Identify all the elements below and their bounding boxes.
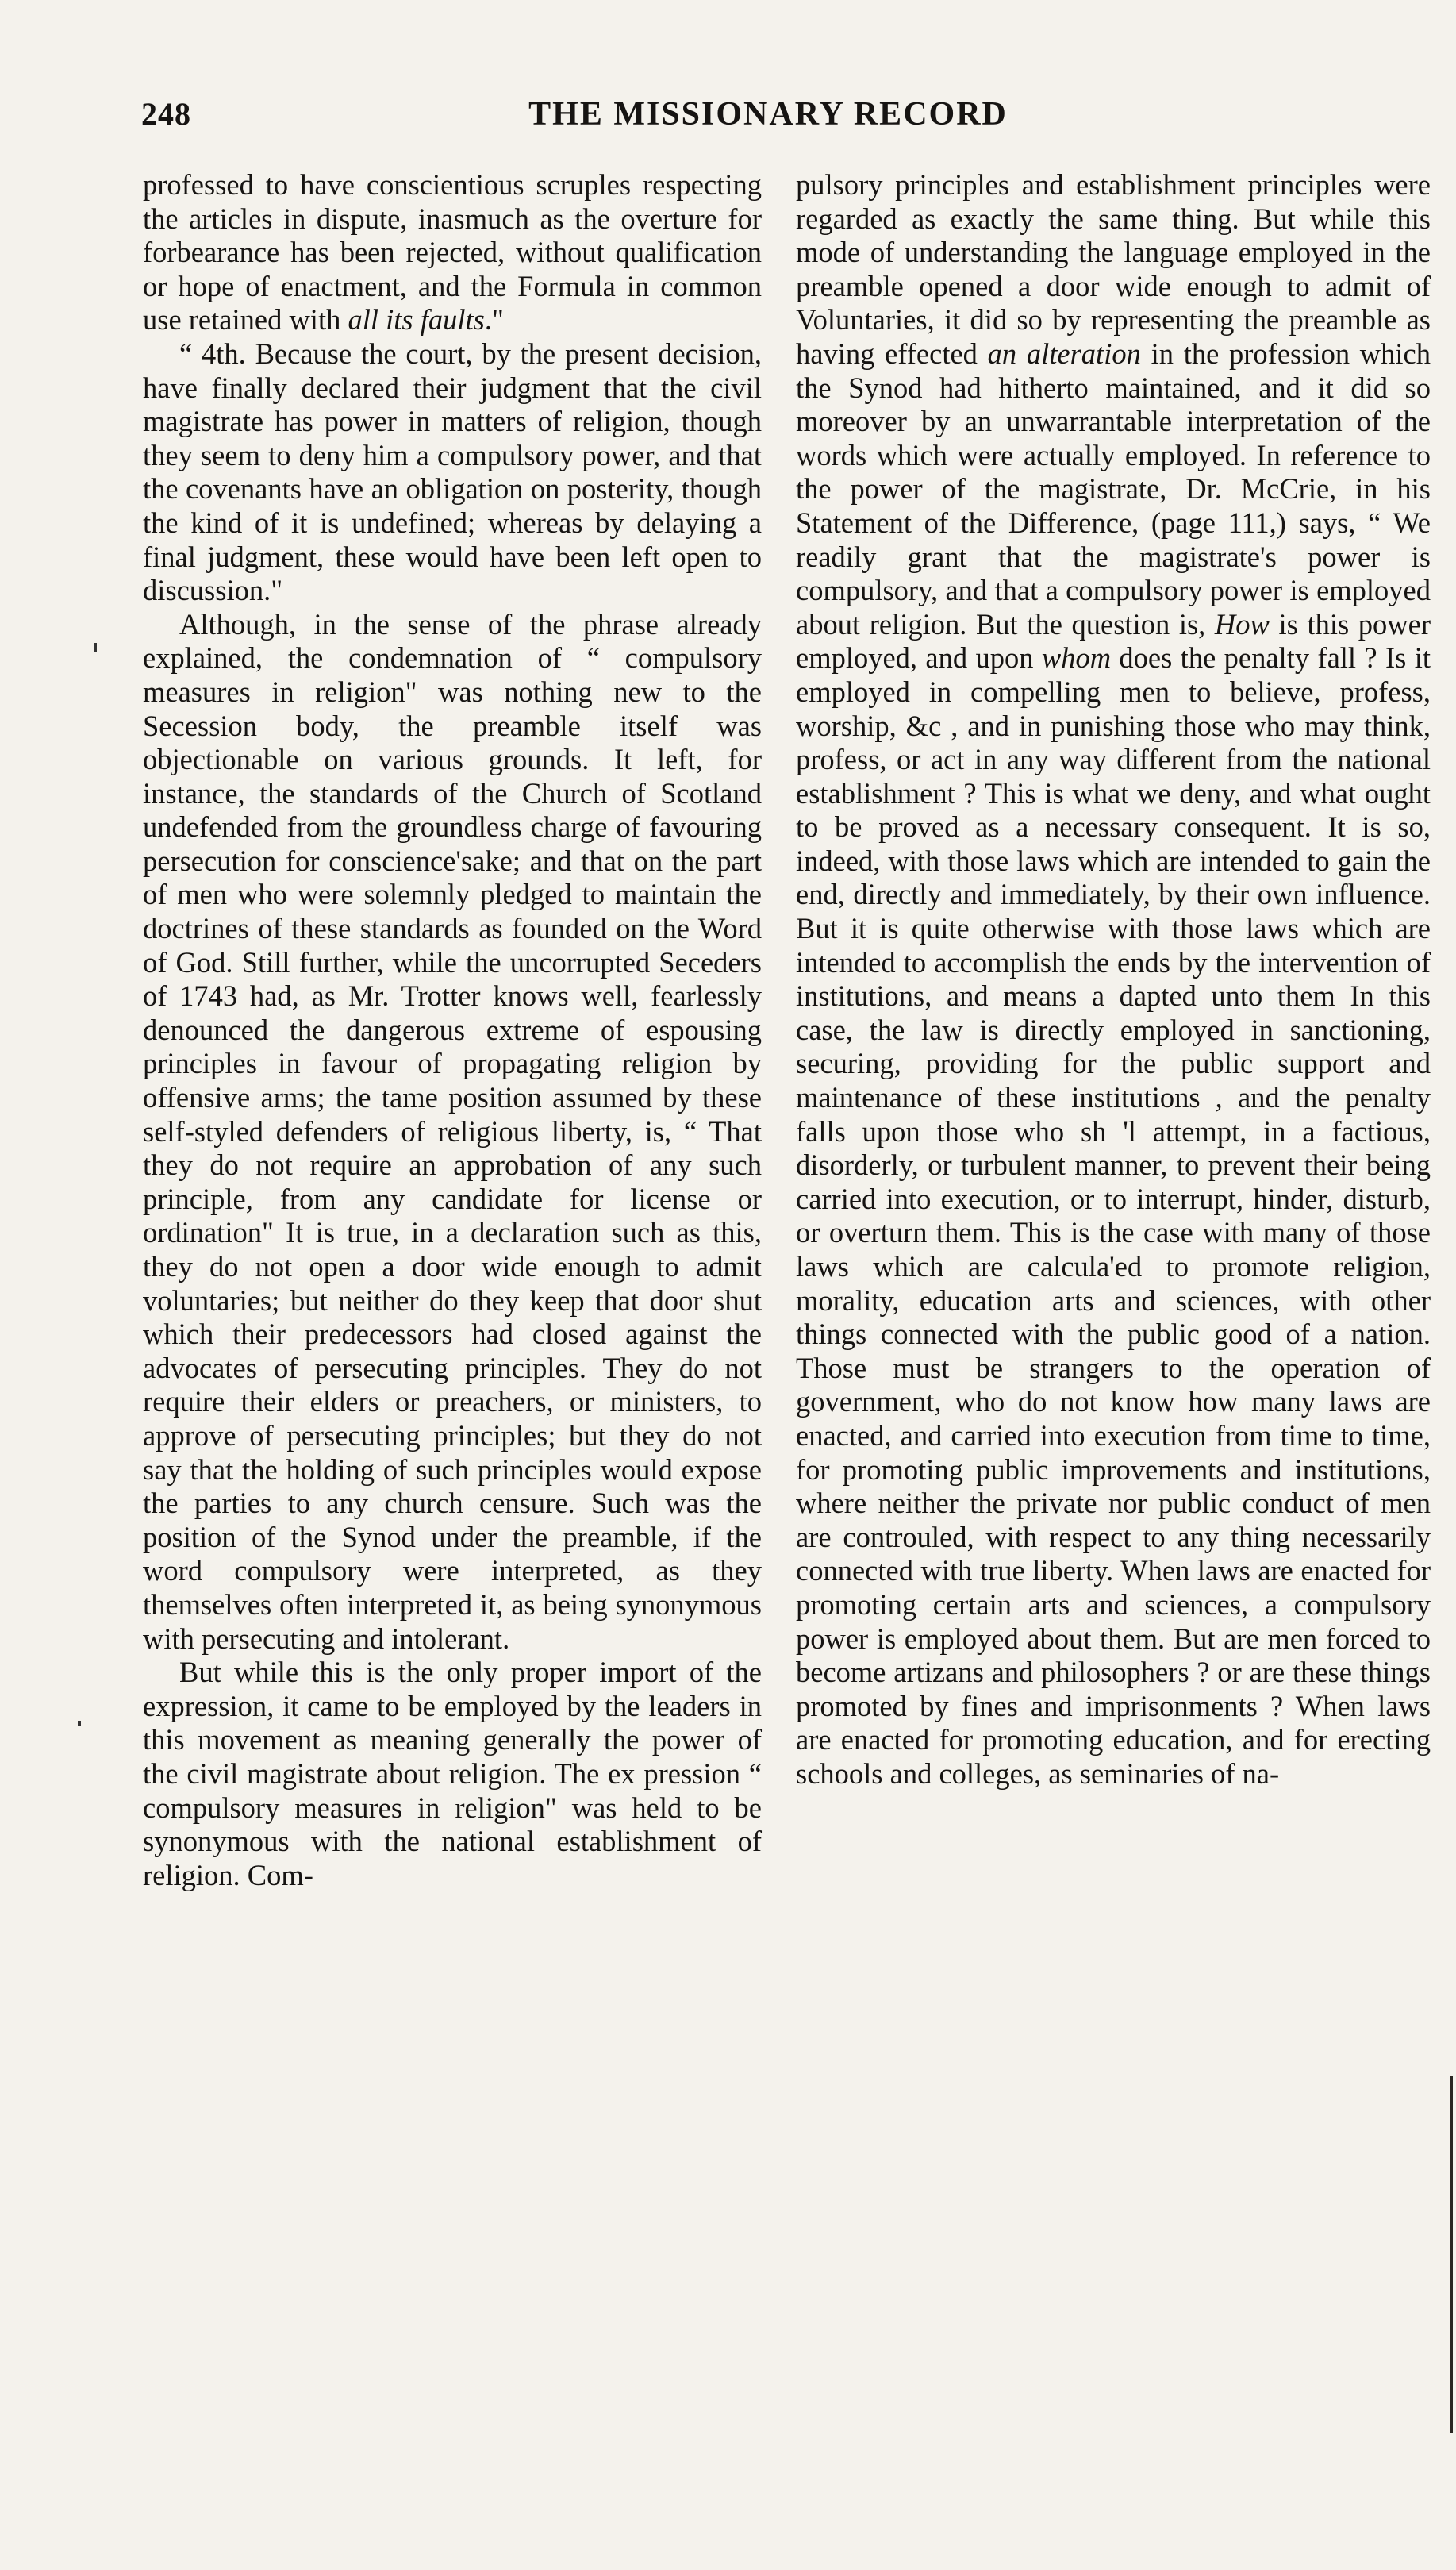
- running-title: THE MISSIONARY RECORD: [528, 96, 1008, 133]
- paragraph: [143, 337, 762, 608]
- text-run: professed to have conscientious scruples respecting the articles in dispute, inasmuch as the overture for forbearance has been rejected, without qualification or hope of enactment, and the Formula in common use retained with: [143, 168, 762, 337]
- margin-rule-mark: [1450, 2076, 1453, 2433]
- italic-text-run: whom: [1041, 641, 1112, 675]
- paragraph: [143, 1656, 762, 1892]
- left-text-column: [143, 168, 762, 1892]
- text-run: in the profession which the Synod had hitherto maintained, and it did so moreover by an unwarrantable interpretation of the words which were actually employed. In reference to the power of the magistrate, Dr. McCrie, in his Statement of the Difference, (page 111,) says, “ We readily grant that the magistrate's power is compulsory, and that a compulsory power is employed about religion. But the question is,: [796, 337, 1431, 641]
- text-run: But while this is the only proper import of the expression, it came to be employed by the leaders in this movement as meaning generally the power of the civil magistrate about religion. The ex pression “ compulsory measures in religion" was held to be synonymous with the national establishment of religion. Com-: [143, 1656, 762, 1891]
- text-run: pulsory principles and establishment principles were regarded as exactly the same thing. But while this mode of understanding the language employed in the preamble opened a door wide enough to admit of Voluntaries, it did so by representing the preamble as having effected: [796, 168, 1431, 370]
- text-run: does the penalty fall ? Is it employed in compelling men to believe, profess, worship, &c , and in punishing those who may think, profess, or act in any way different from the national establishment ? This is what we deny, and what ought to be proved as a necessary consequent. It is so, indeed, with those laws which are intended to gain the end, directly and immediately, by their own influence. But it is quite otherwise with those laws which are intended to accomplish the ends by the intervention of institutions, and means a dapted unto them In this case, the law is directly employed in sanctioning, securing, providing for the public support and maintenance of these institutions , and the penalty falls upon those who sh 'l attempt, in a factious, disorderly, or turbulent manner, to prevent their being carried into execution, or to interrupt, hinder, disturb, or overturn them. This is the case with many of those laws which are calcula'ed to promote religion, morality, education arts and sciences, with other things connected with the public good of a nation. Those must be strangers to the operation of government, who do not know how many laws are enacted, and carried into execution from time to time, for promoting public improvements and institutions, where neither the private nor public conduct of men are controuled, with respect to any thing necessarily connected with true liberty. When laws are enacted for promoting certain arts and sciences, a compulsory power is employed about them. But are men forced to become artizans and philosophers ? or are these things promoted by fines and imprisonments ? When laws are enacted for promoting education, and for erecting schools and colleges, as seminaries of na-: [796, 641, 1431, 1790]
- italic-text-run: an alteration: [987, 337, 1141, 370]
- italic-text-run: all its faults: [348, 303, 485, 337]
- paragraph: [143, 168, 762, 337]
- margin-ink-speck: [94, 643, 97, 652]
- text-run: .": [484, 303, 504, 337]
- italic-text-run: How: [1214, 607, 1270, 641]
- text-run: is this power employed, and upon: [796, 607, 1431, 675]
- paragraph: [796, 168, 1431, 1791]
- text-run: Although, in the sense of the phrase already explained, the condemnation of “ compulsory measures in religion" was nothing new to the Secession body, the preamble itself was objectionable on various grounds. It left, for instance, the standards of the Church of Scotland undefended from the groundless charge of favouring persecution for conscience'sake; and that on the part of men who were solemnly pledged to maintain the doctrines of these standards as founded on the Word of God. Still further, while the uncorrupted Seceders of 1743 had, as Mr. Trotter knows well, fearlessly denounced the dangerous extreme of espousing principles in favour of propagating religion by offensive arms; the tame position assumed by these self-styled defenders of religious liberty, is, “ That they do not require an approbation of any such principle, from any candidate for license or ordination" It is true, in a declaration such as this, they do not open a door wide enough to admit voluntaries; but neither do they keep that door shut which their predecessors had closed against the advocates of persecuting principles. They do not require their elders or preachers, or ministers, to approve of persecuting principles; but they do not say that the holding of such principles would expose the parties to any church censure. Such was the position of the Synod under the preamble, if the word compulsory were interpreted, as they themselves often interpreted it, as being synonymous with persecuting and intolerant.: [143, 607, 762, 1655]
- margin-ink-speck: [78, 1721, 81, 1726]
- paragraph: [143, 608, 762, 1656]
- page-number: 248: [141, 96, 191, 132]
- page-header: [141, 95, 1395, 151]
- right-text-column: [796, 168, 1431, 1791]
- text-run: “ 4th. Because the court, by the present decision, have finally declared their judgment that the civil magistrate has power in matters of religion, though they seem to deny him a compulsory power, and that the covenants have an obligation on posterity, though the kind of it is undefined; whereas by delaying a final judgment, these would have been left open to discussion.": [143, 337, 762, 607]
